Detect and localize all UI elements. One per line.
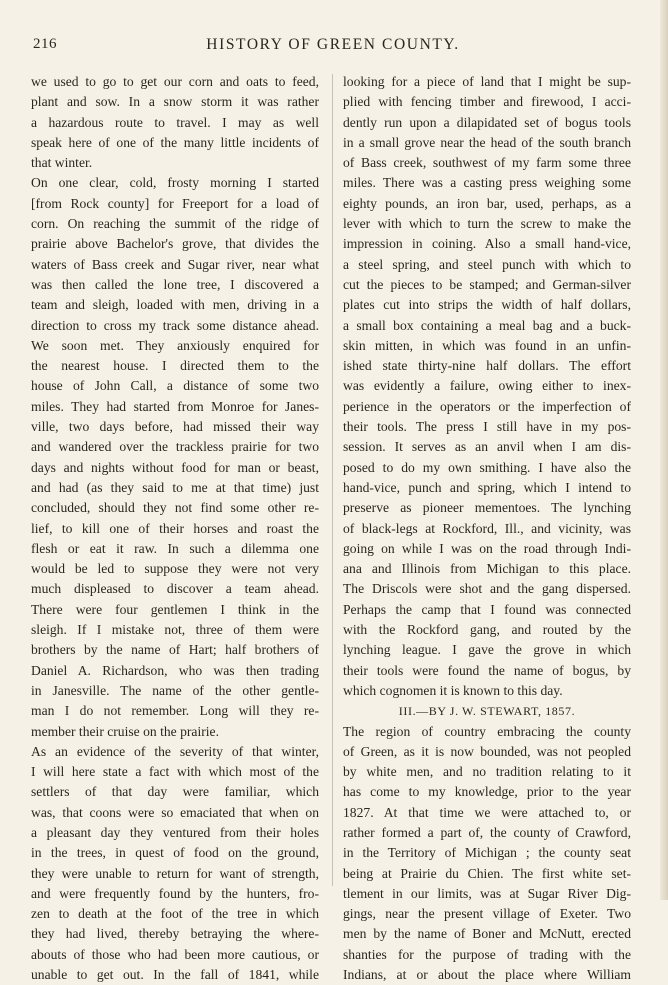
- text-line: tlement in our limits, was at Sugar River Dig-: [343, 885, 631, 901]
- text-line: looking for a piece of land that I might be sup-: [343, 74, 631, 89]
- text-line: house of John Call, a distance of some two: [31, 378, 319, 394]
- text-line: a pleasant day they ventured from their holes: [31, 824, 319, 840]
- text-line: in Janesville. The name of the other gentle-: [31, 682, 319, 698]
- text-line: The region of country embracing the county: [343, 723, 631, 739]
- text-line: preserve as pioneer mementoes. The lynching: [343, 500, 631, 516]
- text-line: ana and Illinois from Michigan to this place.: [343, 561, 631, 577]
- text-line: in a small grove near the head of the south branch: [343, 134, 631, 150]
- text-line: was evidently a failure, owing either to inex-: [343, 378, 631, 394]
- text-line: a hazardous route to travel. I may as well: [31, 114, 319, 130]
- text-line: On one clear, cold, frosty morning I started: [31, 175, 319, 191]
- text-line: 1827. At that time we were attached to, or: [343, 804, 631, 820]
- text-line: a small box containing a meal bag and a buck-: [343, 317, 631, 333]
- text-line: was then called the lone tree, I discovered a: [31, 276, 319, 292]
- text-line: the nearest house. I directed them to the: [31, 358, 319, 374]
- text-line: ville, two days before, had missed their way: [31, 419, 319, 435]
- text-line: session. It serves as an anvil when I am dis-: [343, 439, 631, 455]
- text-line: brothers by the name of Hart; half brothers of: [31, 642, 319, 658]
- text-line: dently run upon a dilapidated set of bogus tools: [343, 114, 631, 130]
- text-line: miles. There was a casting press weighing some: [343, 175, 631, 191]
- text-line: would be led to suppose they were not very: [31, 561, 319, 577]
- text-line: was, that coons were so emaciated that when on: [31, 804, 319, 820]
- left-column: [31, 72, 319, 985]
- text-line: I will here state a fact with which most of the: [31, 764, 319, 780]
- text-line: lynching league. I gave the grove in which: [343, 642, 631, 658]
- running-title: HISTORY OF GREEN COUNTY.: [206, 36, 460, 53]
- text-line: lever with which to turn the screw to make the: [343, 216, 631, 232]
- text-line: speak here of one of the many little incidents of: [31, 134, 319, 150]
- page-header: [33, 36, 633, 58]
- text-line: which cognomen it is known to this day.: [343, 682, 563, 698]
- text-line: plied with fencing timber and firewood, I acci-: [343, 94, 631, 110]
- text-line: impression in coining. Also a small hand-vice,: [343, 236, 631, 252]
- text-line: of Bass creek, southwest of my farm some three: [343, 155, 631, 171]
- text-line: settlers of that day were familiar, which: [31, 784, 319, 800]
- column-divider: [332, 74, 333, 886]
- text-line: they had lived, thereby betraying the where-: [31, 926, 319, 942]
- text-line: of black-legs at Rockford, Ill., and vicinity, was: [343, 520, 631, 536]
- text-line: waters of Bass creek and Sugar river, near what: [31, 256, 319, 272]
- text-line: There were four gentlemen I think in the: [31, 601, 319, 617]
- text-line: The Driscols were shot and the gang dispersed.: [343, 581, 631, 597]
- text-line: and had (as they said to me at that time) just: [31, 479, 319, 495]
- section-heading: III.—BY J. W. STEWART, 1857.: [398, 704, 576, 719]
- text-line: shanties for the purpose of trading with the: [343, 946, 631, 962]
- text-line: being at Prairie du Chien. The first white set-: [343, 865, 631, 881]
- text-line: plates cut into strips the width of half dollars,: [343, 297, 631, 313]
- text-line: days and nights without food for man or beast,: [31, 459, 319, 475]
- text-line: team and sleigh, loaded with men, driving in a: [31, 297, 319, 313]
- page-number: 216: [33, 36, 57, 52]
- right-column: [343, 72, 631, 985]
- text-line: much displeased to discover a team ahead.: [31, 581, 319, 597]
- text-line: perience in the operators or the imperfection of: [343, 398, 631, 414]
- text-line: man I do not remember. Long will they re-: [31, 703, 319, 719]
- text-line: abouts of those who had been more cautious, or: [31, 946, 319, 962]
- text-line: flesh or eat it raw. In such a dilemma one: [31, 540, 319, 556]
- text-line: miles. They had started from Monroe for Janes-: [31, 398, 319, 414]
- text-line: by white men, and no tradition relating to it: [343, 764, 631, 780]
- text-line: ished state thirty-nine half dollars. The effort: [343, 358, 631, 374]
- text-line: men by the name of Boner and McNutt, erected: [343, 926, 631, 942]
- text-line: has come to my knowledge, prior to the year: [343, 784, 631, 800]
- text-line: their tools. The press I still have in my pos-: [343, 419, 631, 435]
- text-line: prairie above Bachelor's grove, that divides the: [31, 236, 319, 252]
- text-line: zen to death at the foot of the tree in which: [31, 906, 319, 922]
- text-line: member their cruise on the prairie.: [31, 723, 219, 739]
- text-line: of Green, as it is now bounded, was not peopled: [343, 743, 631, 759]
- text-line: that winter.: [31, 155, 93, 171]
- text-line: We soon met. They anxiously enquired for: [31, 337, 319, 353]
- text-line: hand-vice, punch and spring, which I intend to: [343, 479, 631, 495]
- text-line: they were unable to return for want of strength,: [31, 865, 319, 881]
- text-line: skin mitten, in which was found in an unfin-: [343, 337, 631, 353]
- text-line: Indians, at or about the place where William: [343, 967, 631, 983]
- text-line: cut the pieces to be stamped; and German-silver: [343, 276, 631, 292]
- page-edge: [660, 0, 668, 900]
- text-line: gings, near the present village of Exeter. Two: [343, 906, 631, 922]
- text-line: their tools were found the name of bogus, by: [343, 662, 631, 678]
- text-line: corn. On reaching the summit of the ridge of: [31, 216, 319, 232]
- text-line: Daniel A. Richardson, who was then trading: [31, 662, 319, 678]
- text-line: going on while I was on the road through Indi-: [343, 540, 631, 556]
- text-line: concluded, should they not find some other re-: [31, 500, 319, 516]
- text-line: plant and sow. In a snow storm it was rather: [31, 94, 319, 110]
- text-line: unable to get out. In the fall of 1841, while: [31, 967, 319, 983]
- text-line: with the Rockford gang, and routed by the: [343, 622, 631, 638]
- text-line: eighty pounds, an iron bar, used, perhaps, as a: [343, 195, 631, 211]
- text-line: Perhaps the camp that I found was connected: [343, 601, 631, 617]
- text-line: in the Territory of Michigan ; the county seat: [343, 845, 631, 861]
- text-line: posed to do my own smithing. I have also the: [343, 459, 631, 475]
- text-line: rather formed a part of, the county of Crawford,: [343, 824, 631, 840]
- text-line: sleigh. If I mistake not, three of them were: [31, 622, 319, 638]
- text-line: we used to go to get our corn and oats to feed,: [31, 74, 319, 89]
- text-line: a steel spring, and steel punch with which to: [343, 256, 631, 272]
- text-line: and wandered over the trackless prairie for two: [31, 439, 319, 455]
- text-line: direction to cross my track some distance ahead.: [31, 317, 319, 333]
- text-line: [from Rock county] for Freeport for a load of: [31, 195, 319, 211]
- text-line: lief, to kill one of their horses and roast the: [31, 520, 319, 536]
- text-line: and were frequently found by the hunters, fro-: [31, 885, 319, 901]
- text-line: As an evidence of the severity of that winter,: [31, 743, 319, 759]
- text-line: in the trees, in quest of food on the ground,: [31, 845, 319, 861]
